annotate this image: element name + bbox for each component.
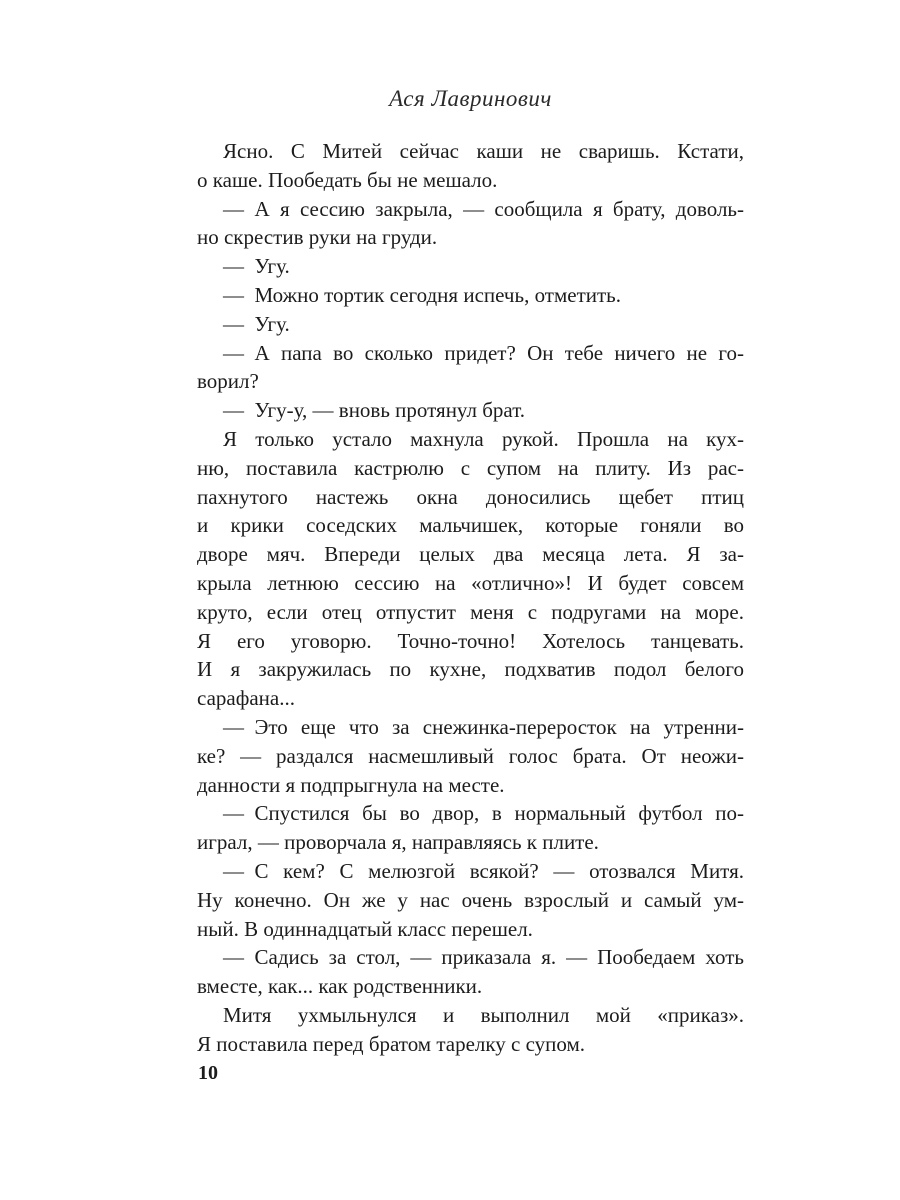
text-line: — Спустился бы во двор, в нормальный футбол по- xyxy=(223,801,744,826)
text-line: о каше. Пообедать бы не мешало. xyxy=(197,167,498,192)
text-line: Я его уговорю. Точно-точно! Хотелось танцевать. xyxy=(197,628,744,653)
text-line: ке? — раздался насмешливый голос брата. От неожи- xyxy=(197,743,744,768)
text-line: — Можно тортик сегодня испечь, отметить. xyxy=(223,282,621,307)
text-line: — С кем? С мелюзгой всякой? — отозвался Митя. xyxy=(223,858,744,883)
text-line: ню, поставила кастрюлю с супом на плиту. Из рас- xyxy=(197,455,744,480)
text-line: И я закружилась по кухне, подхватив подол белого xyxy=(197,657,744,682)
text-line: сарафана... xyxy=(197,686,295,711)
running-header-author: Ася Лавринович xyxy=(389,86,552,111)
page-text xyxy=(197,137,744,1059)
text-line: и крики соседских мальчишек, которые гоняли во xyxy=(197,513,744,538)
page-number: 10 xyxy=(198,1062,218,1084)
text-line: — Угу-у, — вновь протянул брат. xyxy=(223,398,526,423)
text-line: — Это еще что за снежинка-переросток на утренни- xyxy=(223,714,744,739)
text-line: но скрестив руки на груди. xyxy=(197,225,438,250)
text-line: — Угу. xyxy=(223,311,290,336)
text-line: Ну конечно. Он же у нас очень взрослый и самый ум- xyxy=(197,887,744,912)
text-line: ворил? xyxy=(197,369,259,394)
text-line: пахнутого настежь окна доносились щебет птиц xyxy=(197,484,744,509)
text-line: круто, если отец отпустит меня с подругами на море. xyxy=(197,599,744,624)
text-line: Я только устало махнула рукой. Прошла на кух- xyxy=(223,426,744,451)
text-line: данности я подпрыгнула на месте. xyxy=(197,772,505,797)
text-line: крыла летнюю сессию на «отлично»! И будет совсем xyxy=(197,570,744,595)
text-line: — Садись за стол, — приказала я. — Пообедаем хоть xyxy=(223,945,744,970)
text-line: Я поставила перед братом тарелку с супом. xyxy=(197,1031,586,1056)
text-line: дворе мяч. Впереди целых два месяца лета. Я за- xyxy=(197,542,744,567)
text-line: Митя ухмыльнулся и выполнил мой «приказ». xyxy=(223,1002,744,1027)
text-line: вместе, как... как родственники. xyxy=(197,974,483,999)
text-line: играл, — проворчала я, направляясь к плите. xyxy=(197,830,599,855)
text-line: — А я сессию закрыла, — сообщила я брату, доволь- xyxy=(223,196,744,221)
text-line: ный. В одиннадцатый класс перешел. xyxy=(197,916,533,941)
text-line: — А папа во сколько придет? Он тебе ничего не го- xyxy=(223,340,744,365)
text-line: — Угу. xyxy=(223,254,290,279)
text-line: Ясно. С Митей сейчас каши не сваришь. Кстати, xyxy=(223,139,744,163)
